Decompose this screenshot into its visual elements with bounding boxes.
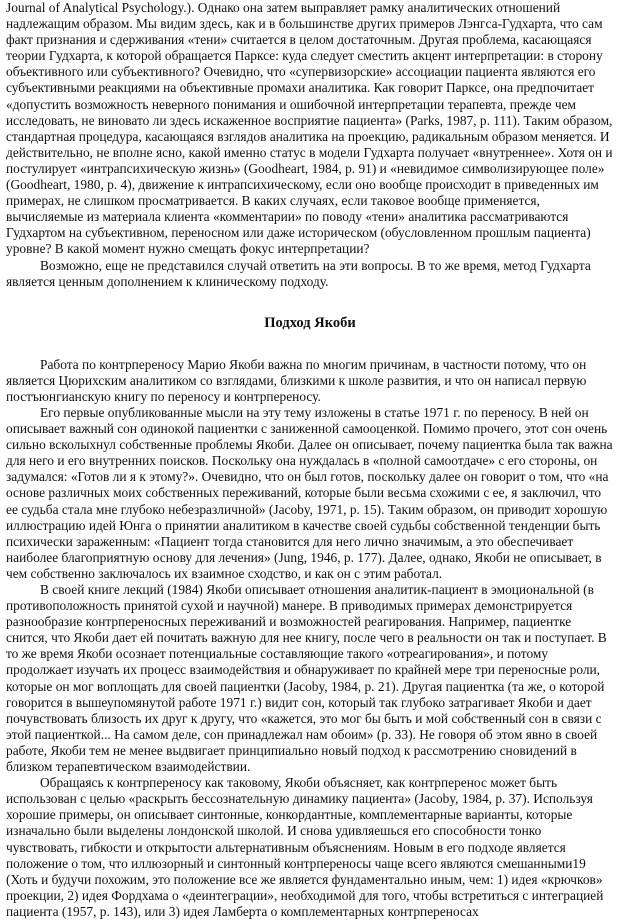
section-heading-jacoby: Подход Якоби: [264, 314, 356, 331]
paragraph-jacoby-countertransference: Обращаясь к контрпереносу как таковому, Якоби объясняет, как контрперенос может быть использован с целью «раскрыть бессознательную динамику пациента» (Jacoby, 1984, p. 37). Используя хорошие примеры, он описывает синтонные, конкордантные, комплементарные варианты, которые изначально были выделены лондонской школой. И снова удивляешься его способности тонко чувствовать, гибкости и открытости альтернативным объяснениям. Новым в его подходе является положение о том, что иллюзорный и синтонный контрпереносы чаще всего являются смешанными19 (Хоть и будучи похожим, это положение все же является фундаментально иным, чем: 1) идея «крючков» проекции, 2) идея Фордхама о «деинтеграции», необходимой для того, чтобы встретиться с интеграцией пациента (1957, p. 143), или 3) идея Ламберта о комплементарных контрпереносах: [6, 775, 604, 919]
paragraph-jacoby-1984: В своей книге лекций (1984) Якоби описывает отношения аналитик-пациент в эмоциональной (в противоположность принятой сухой и научной) манере. В приводимых примерах демонстрируется разнообразие контрпереносных переживаний и возможностей реагирования. Например, пациентке снится, что Якоби дает ей почитать важную для нее книгу, после чего в реальности он так и поступает. В то же время Якоби осознает потенциальные составляющие такого «отреагирования», и потому продолжает изучать их процесс взаимодействия и обнаруживает по крайней мере три переносные роли, которые он мог воплощать для своей пациентки (Jacoby, 1984, p. 21). Другая пациентка (та же, о которой говорится в вышеупомянутой работе 1971 г.) видит сон, который так глубоко затрагивает Якоби и дает почувствовать близость их друг к другу, что «кажется, это мог бы быть и мой собственный сон в связи с этой пациенткой... На самом деле, сон принадлежал нам обоим» (p. 33). Не говоря об этом явно в своей работе, Якоби тем не менее выдвигает принципиально новый подход к рассмотрению сновидений в близком терапевтическом взаимодействии.: [6, 582, 607, 775]
paragraph-goodheart-conclusion: Возможно, еще не представился случай ответить на эти вопросы. В то же время, метод Гудхарта является ценным дополнением к клиническому подходу.: [6, 257, 591, 289]
paragraph-jacoby-intro: Работа по контрпереносу Марио Якоби важна по многим причинам, в частности потому, что он является Цюрихским аналитиком со взглядами, близкими к школе развития, и что он написал первую постъюнгианскую книгу по переносу и контрпереносу.: [6, 356, 587, 404]
paragraph-jacoby-1971: Его первые опубликованные мысли на эту тему изложены в статье 1971 г. по переносу. В ней он описывает важный сон одинокой пациентки с заниженной самооценкой. Помимо прочего, этот сон очень сильно всколыхнул собственные проблемы Якоби. Далее он описывает, почему пациентка была так важна для него и его внутренних поисков. Поскольку она нуждалась в «полной самоотдаче» с его стороны, он задумался: «Готов ли я к этому?». Очевидно, что он был готов, поскольку далее он говорит о том, что «на основе различных моих собственных переживаний, которые были весьма схожими с ее, я заключил, что ее судьба стала мне глубоко небезразличной» (Jacoby, 1971, p. 15). Таким образом, он приводит хорошую иллюстрацию идей Юнга о принятии аналитиком в качестве своей судьбы собственной тенденции быть психически зараженным: «Пациент тогда становится для него лично значимым, а это обеспечивает наиболее благоприятную основу для лечения» (Jung, 1946, p. 177). Далее, однако, Якоби не описывает, в чем собственно заключалось их взаимное сходство, и как он с этим работал.: [6, 404, 613, 581]
paragraph-goodheart-critique: Journal of Analytical Psychology.). Однако она затем выправляет рамку аналитических отношений надлежащим образом. Мы видим здесь, как и в большинстве других примеров Лэнгса-Гудхарта, что сам факт признания и сдерживания «тени» считается в целом достаточным. Другая проблема, касающаяся теории Гудхарта, к которой обращается Парксе: куда следует сместить акцент интерпретации: в сторону объективного или субъективного? Очевидно, что «супервизорские» ассоциации пациента являются его субъективными реакциями на объективные промахи аналитика. Как говорит Парксе, она предпочитает «допустить возможность неверного понимания и ошибочной интерпретации терапевта, прежде чем исследовать, не виновато ли здесь искаженное восприятие пациента» (Parks, 1987, p. 111). Таким образом, стандартная процедура, касающаяся взглядов аналитика на проекцию, радикальным образом меняется. И действительно, не вполне ясно, какой именно статус в модели Гудхарта получает «внутреннее». Хотя он и постулирует «интрапсихическую жизнь» (Goodheart, 1984, p. 91) и «невидимое символизирующее поле» (Goodheart, 1980, p. 4), движение к интрапсихическому, если оно вообще происходит в приведенных им примерах, не слишком просматривается. В каких случаях, если таковое вообще применяется, вычисляемые из материала клиента «комментарии» по поводу «тени» аналитика рассматриваются Гудхартом на субъективном, переносном или даже историческом (обусловленном прошлым пациента) уровне? В какой момент нужно смещать фокус интерпретации?: [6, 0, 613, 257]
